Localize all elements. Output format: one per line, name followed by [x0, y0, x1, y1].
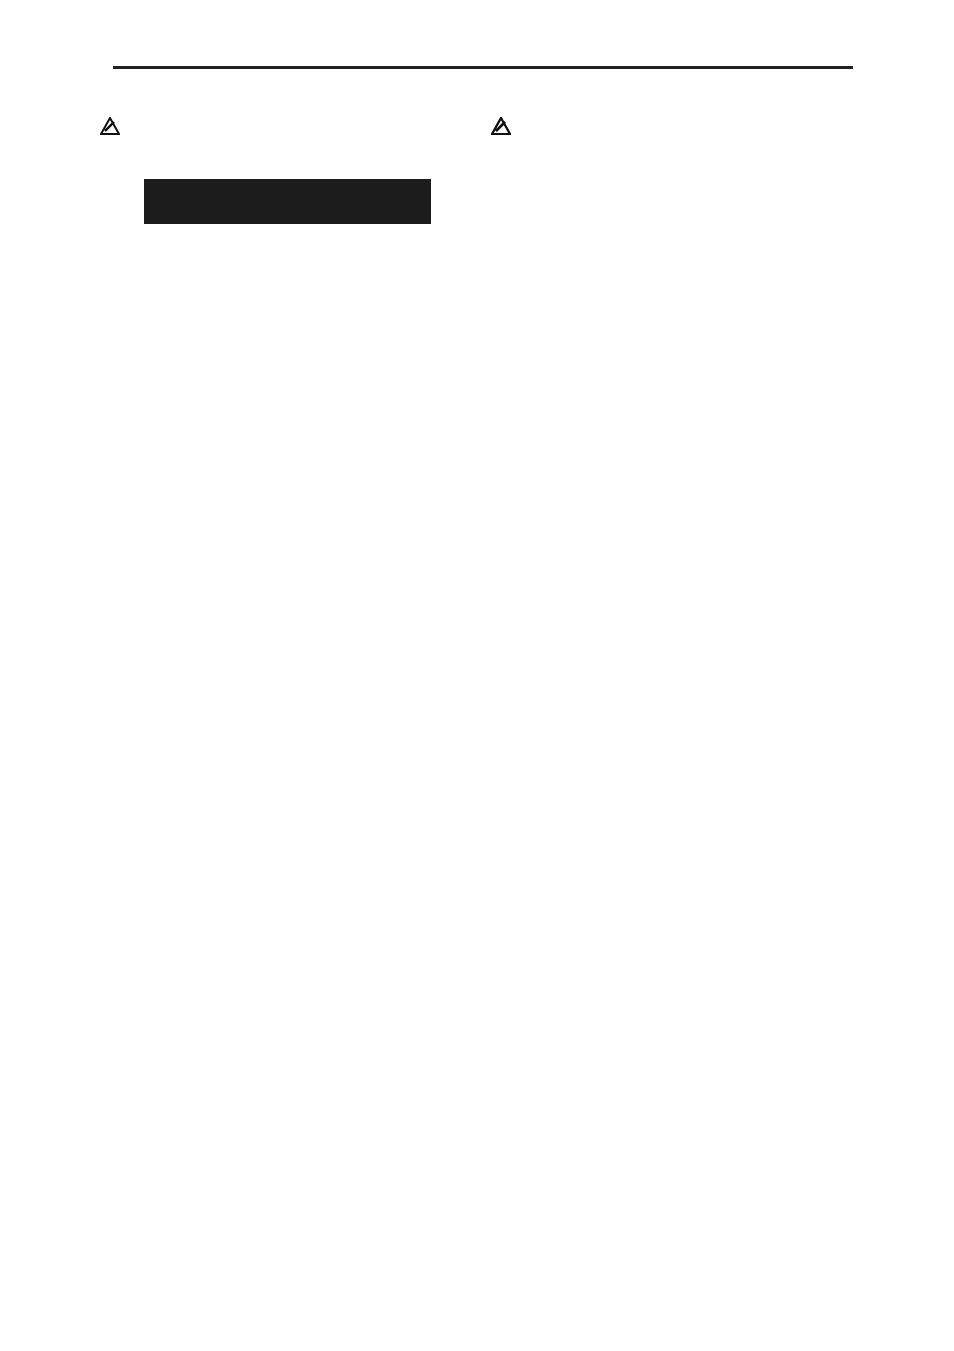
running-header — [817, 43, 853, 61]
right-column — [503, 108, 853, 116]
left-column — [112, 108, 462, 245]
warning-triangle-icon — [491, 117, 511, 135]
warning-triangle-icon — [100, 117, 120, 135]
header-rule — [113, 66, 853, 69]
filter-steps-lcd-diagram — [144, 179, 431, 224]
